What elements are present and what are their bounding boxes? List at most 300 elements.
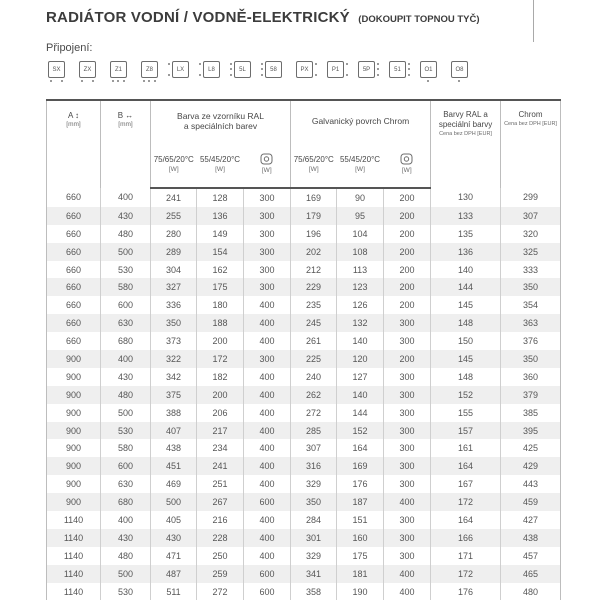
table-row [47,511,561,529]
table-cell: 1140 [47,583,101,600]
table-cell: 161 [431,439,501,457]
table-cell: 175 [197,278,244,296]
table-cell: 465 [501,565,561,583]
page-title-main: RADIÁTOR VODNÍ / VODNĚ-ELEKTRICKÝ [46,9,350,26]
connection-icon-label: Z1 [114,66,122,73]
price-ral-line1: Barvy RAL a [443,110,488,119]
table-cell: 172 [431,565,501,583]
table-cell: 179 [291,207,337,225]
table-row [47,261,561,279]
table-cell: 145 [431,350,501,368]
table-cell: 200 [197,332,244,350]
table-cell: 660 [47,314,101,332]
connection-icon-51 [389,61,406,78]
table-cell: 429 [501,457,561,475]
table-cell: 148 [431,314,501,332]
table-cell: 152 [431,386,501,404]
table-cell: 126 [337,296,384,314]
connection-position-mark [315,74,317,76]
table-cell: 511 [151,583,197,600]
table-cell: 469 [151,475,197,493]
table-cell: 300 [244,225,291,243]
connection-position-mark [377,74,379,76]
connection-position-mark [230,74,232,76]
table-cell: 341 [291,565,337,583]
table-cell: 327 [151,278,197,296]
table-cell: 140 [431,261,501,279]
table-cell: 300 [244,188,291,207]
table-cell: 200 [384,350,431,368]
table-cell: 164 [431,511,501,529]
connection-icon-o8 [451,61,468,78]
table-cell: 530 [101,422,151,440]
table-cell: 388 [151,404,197,422]
table-cell: 149 [197,225,244,243]
subcol-chrom-75-65-20 [291,141,337,188]
connection-position-mark [408,74,410,76]
table-row [47,547,561,565]
table-cell: 316 [291,457,337,475]
table-cell: 188 [197,314,244,332]
electric-heating-icon [260,153,273,165]
table-cell: 151 [337,511,384,529]
table-cell: 200 [384,296,431,314]
col-header-width-b [101,100,151,188]
table-cell: 480 [501,583,561,600]
table-cell: 427 [501,511,561,529]
table-cell: 300 [384,529,431,547]
table-cell: 128 [197,188,244,207]
table-cell: 123 [337,278,384,296]
table-row [47,225,561,243]
table-cell: 255 [151,207,197,225]
table-row [47,565,561,583]
table-cell: 487 [151,565,197,583]
table-cell: 160 [337,529,384,547]
watt-unit: [W] [355,165,365,173]
table-cell: 200 [197,386,244,404]
page-edge-line [533,0,534,42]
table-cell: 358 [291,583,337,600]
connection-position-mark [148,80,150,82]
table-cell: 127 [337,368,384,386]
table-cell: 400 [244,511,291,529]
connection-icon-l8 [203,61,220,78]
table-cell: 300 [384,404,431,422]
price-ral-line2: speciální barvy [438,120,493,129]
table-row [47,243,561,261]
table-row [47,583,561,600]
connection-position-mark [50,80,52,82]
table-row [47,314,561,332]
table-cell: 400 [384,493,431,511]
table-cell: 400 [244,422,291,440]
table-cell: 425 [501,439,561,457]
table-cell: 480 [101,386,151,404]
table-cell: 680 [101,493,151,511]
connection-position-mark [408,68,410,70]
table-cell: 350 [291,493,337,511]
connection-position-mark [199,63,201,65]
connection-icon-label: 5L [239,66,246,73]
table-cell: 217 [197,422,244,440]
table-cell: 400 [244,439,291,457]
table-cell: 144 [337,404,384,422]
table-cell: 400 [101,511,151,529]
connection-position-mark [458,80,460,82]
table-cell: 200 [384,207,431,225]
table-cell: 267 [197,493,244,511]
table-cell: 395 [501,422,561,440]
watt-unit: [W] [168,165,179,173]
connection-icon-o1 [420,61,437,78]
table-cell: 240 [291,368,337,386]
connection-icon-px [296,61,313,78]
table-cell: 500 [101,243,151,261]
connection-icon-label: LX [176,66,185,73]
table-cell: 900 [47,404,101,422]
table-cell: 325 [501,243,561,261]
table-cell: 300 [384,457,431,475]
table-cell: 229 [291,278,337,296]
connection-position-mark [112,80,114,82]
table-cell: 169 [337,457,384,475]
table-cell: 113 [337,261,384,279]
table-cell: 600 [244,493,291,511]
connection-icon-label: 58 [270,66,277,73]
table-cell: 155 [431,404,501,422]
table-cell: 206 [197,404,244,422]
table-cell: 187 [337,493,384,511]
table-cell: 350 [501,350,561,368]
connection-icon-z8 [141,61,158,78]
table-cell: 660 [47,188,101,207]
temp-regime-label: 75/65/20°C [293,154,334,164]
table-row [47,332,561,350]
table-cell: 900 [47,350,101,368]
table-row [47,493,561,511]
temp-regime-label: 55/45/20°C [199,154,241,164]
connection-position-mark [315,63,317,65]
table-cell: 407 [151,422,197,440]
table-cell: 900 [47,457,101,475]
table-cell: 457 [501,547,561,565]
table-cell: 471 [151,547,197,565]
table-cell: 216 [197,511,244,529]
table-cell: 336 [151,296,197,314]
table-cell: 136 [197,207,244,225]
table-cell: 900 [47,439,101,457]
subcol-ral-75-65-20 [151,141,197,188]
table-cell: 200 [384,278,431,296]
table-cell: 304 [151,261,197,279]
table-cell: 234 [197,439,244,457]
table-cell: 350 [501,278,561,296]
connection-icon-zx [79,61,96,78]
connection-position-mark [154,80,156,82]
radiator-spec-table [46,99,561,600]
table-cell: 580 [101,278,151,296]
table-cell: 600 [101,296,151,314]
connection-position-mark [230,68,232,70]
table-cell: 300 [384,368,431,386]
connection-icon-label: ZX [83,66,92,73]
connection-position-mark [261,63,263,65]
table-cell: 225 [291,350,337,368]
table-cell: 261 [291,332,337,350]
table-cell: 600 [244,583,291,600]
table-cell: 385 [501,404,561,422]
table-cell: 660 [47,261,101,279]
table-cell: 630 [101,314,151,332]
group-header-chrome-finish [291,100,431,141]
table-cell: 400 [244,457,291,475]
connection-position-mark [261,74,263,76]
page-title [46,9,480,27]
table-cell: 680 [101,332,151,350]
subcol-ral-electric [244,141,291,188]
table-row [47,404,561,422]
table-cell: 172 [197,350,244,368]
table-cell: 300 [244,261,291,279]
table-cell: 169 [291,188,337,207]
connection-icon-5p [358,61,375,78]
connection-position-mark [61,80,63,82]
table-cell: 175 [337,547,384,565]
table-cell: 1140 [47,511,101,529]
table-cell: 144 [431,278,501,296]
connection-icon-58 [265,61,282,78]
table-cell: 900 [47,422,101,440]
table-cell: 301 [291,529,337,547]
table-cell: 245 [291,314,337,332]
table-cell: 400 [384,583,431,600]
table-cell: 500 [151,493,197,511]
watt-unit: [W] [401,167,412,174]
table-cell: 164 [337,439,384,457]
table-cell: 400 [101,188,151,207]
table-cell: 300 [244,278,291,296]
table-cell: 900 [47,368,101,386]
table-cell: 320 [501,225,561,243]
group-ral-line1: Barva ze vzorníku RAL [177,110,264,121]
table-cell: 241 [151,188,197,207]
table-cell: 329 [291,475,337,493]
table-cell: 1140 [47,529,101,547]
connection-icon-label: 51 [394,66,401,73]
table-cell: 500 [101,565,151,583]
table-cell: 900 [47,493,101,511]
table-row [47,368,561,386]
table-cell: 152 [337,422,384,440]
table-cell: 190 [337,583,384,600]
connection-icon-sx [48,61,65,78]
table-cell: 289 [151,243,197,261]
table-cell: 660 [47,225,101,243]
connection-icon-label: Z8 [145,66,153,73]
connection-icon-label: L8 [208,66,215,73]
table-cell: 300 [384,332,431,350]
table-cell: 400 [244,296,291,314]
group-header-ral-paint [151,100,291,141]
table-cell: 329 [291,547,337,565]
table-cell: 322 [151,350,197,368]
table-cell: 300 [384,547,431,565]
connection-icon-lx [172,61,189,78]
connection-icon-label: O8 [455,66,464,73]
table-cell: 376 [501,332,561,350]
table-cell: 90 [337,188,384,207]
table-cell: 145 [431,296,501,314]
table-cell: 250 [197,547,244,565]
table-cell: 262 [291,386,337,404]
connection-position-mark [427,80,429,82]
table-cell: 259 [197,565,244,583]
table-cell: 272 [291,404,337,422]
table-cell: 212 [291,261,337,279]
subcol-chrom-electric [384,141,431,188]
connection-position-mark [117,80,119,82]
connection-position-mark [168,63,170,65]
table-cell: 300 [384,314,431,332]
connection-position-mark [377,63,379,65]
table-cell: 182 [197,368,244,386]
table-row [47,457,561,475]
table-cell: 132 [337,314,384,332]
col-b-unit: [mm] [118,121,133,128]
table-cell: 1140 [47,547,101,565]
table-cell: 140 [337,332,384,350]
table-cell: 196 [291,225,337,243]
table-cell: 300 [384,422,431,440]
table-cell: 430 [101,368,151,386]
table-cell: 307 [291,439,337,457]
connection-type-icons-row [48,61,468,78]
col-b-label: B ↔ [117,111,134,120]
table-cell: 300 [384,439,431,457]
col-a-label: A ↕ [67,111,80,120]
table-cell: 157 [431,422,501,440]
watt-unit: [W] [261,167,272,174]
table-cell: 300 [244,350,291,368]
table-cell: 438 [501,529,561,547]
table-cell: 180 [197,296,244,314]
table-cell: 480 [101,547,151,565]
table-cell: 300 [384,511,431,529]
table-cell: 148 [431,368,501,386]
table-cell: 430 [101,529,151,547]
table-cell: 1140 [47,565,101,583]
table-cell: 660 [47,278,101,296]
table-cell: 200 [384,225,431,243]
table-cell: 241 [197,457,244,475]
table-cell: 150 [431,332,501,350]
connection-position-mark [230,63,232,65]
table-cell: 167 [431,475,501,493]
table-cell: 530 [101,261,151,279]
table-cell: 400 [244,529,291,547]
table-cell: 900 [47,386,101,404]
table-cell: 130 [431,188,501,207]
connection-icon-z1 [110,61,127,78]
connection-position-mark [92,80,94,82]
table-cell: 299 [501,188,561,207]
table-row [47,386,561,404]
group-ral-line2: a speciálních barev [183,121,258,131]
table-row [47,296,561,314]
temp-regime-label: 55/45/20°C [339,154,381,164]
table-cell: 480 [101,225,151,243]
connection-position-mark [143,80,145,82]
connection-position-mark [261,68,263,70]
table-cell: 181 [337,565,384,583]
table-cell: 630 [101,475,151,493]
subcol-ral-55-45-20 [197,141,244,188]
col-header-price-chrome [501,100,561,188]
table-cell: 400 [244,475,291,493]
connection-position-mark [168,74,170,76]
table-cell: 405 [151,511,197,529]
table-cell: 500 [101,404,151,422]
table-cell: 172 [431,493,501,511]
table-row [47,422,561,440]
table-cell: 400 [244,547,291,565]
table-cell: 176 [431,583,501,600]
subcol-chrom-55-45-20 [337,141,384,188]
table-row [47,529,561,547]
table-cell: 333 [501,261,561,279]
table-cell: 300 [244,243,291,261]
table-cell: 136 [431,243,501,261]
col-header-price-ral [431,100,501,188]
price-ral-note: Cena bez DPH [EUR] [439,131,492,137]
watt-unit: [W] [308,165,319,173]
table-cell: 171 [431,547,501,565]
table-cell: 354 [501,296,561,314]
table-cell: 285 [291,422,337,440]
table-cell: 228 [197,529,244,547]
table-cell: 133 [431,207,501,225]
connection-position-mark [199,74,201,76]
table-cell: 400 [384,565,431,583]
table-row [47,439,561,457]
table-cell: 164 [431,457,501,475]
table-cell: 438 [151,439,197,457]
col-header-height-a [47,100,101,188]
connection-icon-label: SX [52,66,61,73]
table-cell: 400 [101,350,151,368]
table-cell: 272 [197,583,244,600]
connection-position-mark [81,80,83,82]
table-cell: 104 [337,225,384,243]
table-cell: 342 [151,368,197,386]
connection-icon-label: P1 [331,66,340,73]
table-row [47,207,561,225]
connection-icon-label: 5P [362,66,371,73]
table-cell: 530 [101,583,151,600]
table-row [47,188,561,207]
table-cell: 660 [47,296,101,314]
table-cell: 375 [151,386,197,404]
table-cell: 430 [101,207,151,225]
table-cell: 350 [151,314,197,332]
table-cell: 300 [244,207,291,225]
table-cell: 95 [337,207,384,225]
connections-label: Připojení: [46,42,93,54]
table-cell: 400 [244,368,291,386]
table-cell: 300 [384,475,431,493]
table-cell: 307 [501,207,561,225]
